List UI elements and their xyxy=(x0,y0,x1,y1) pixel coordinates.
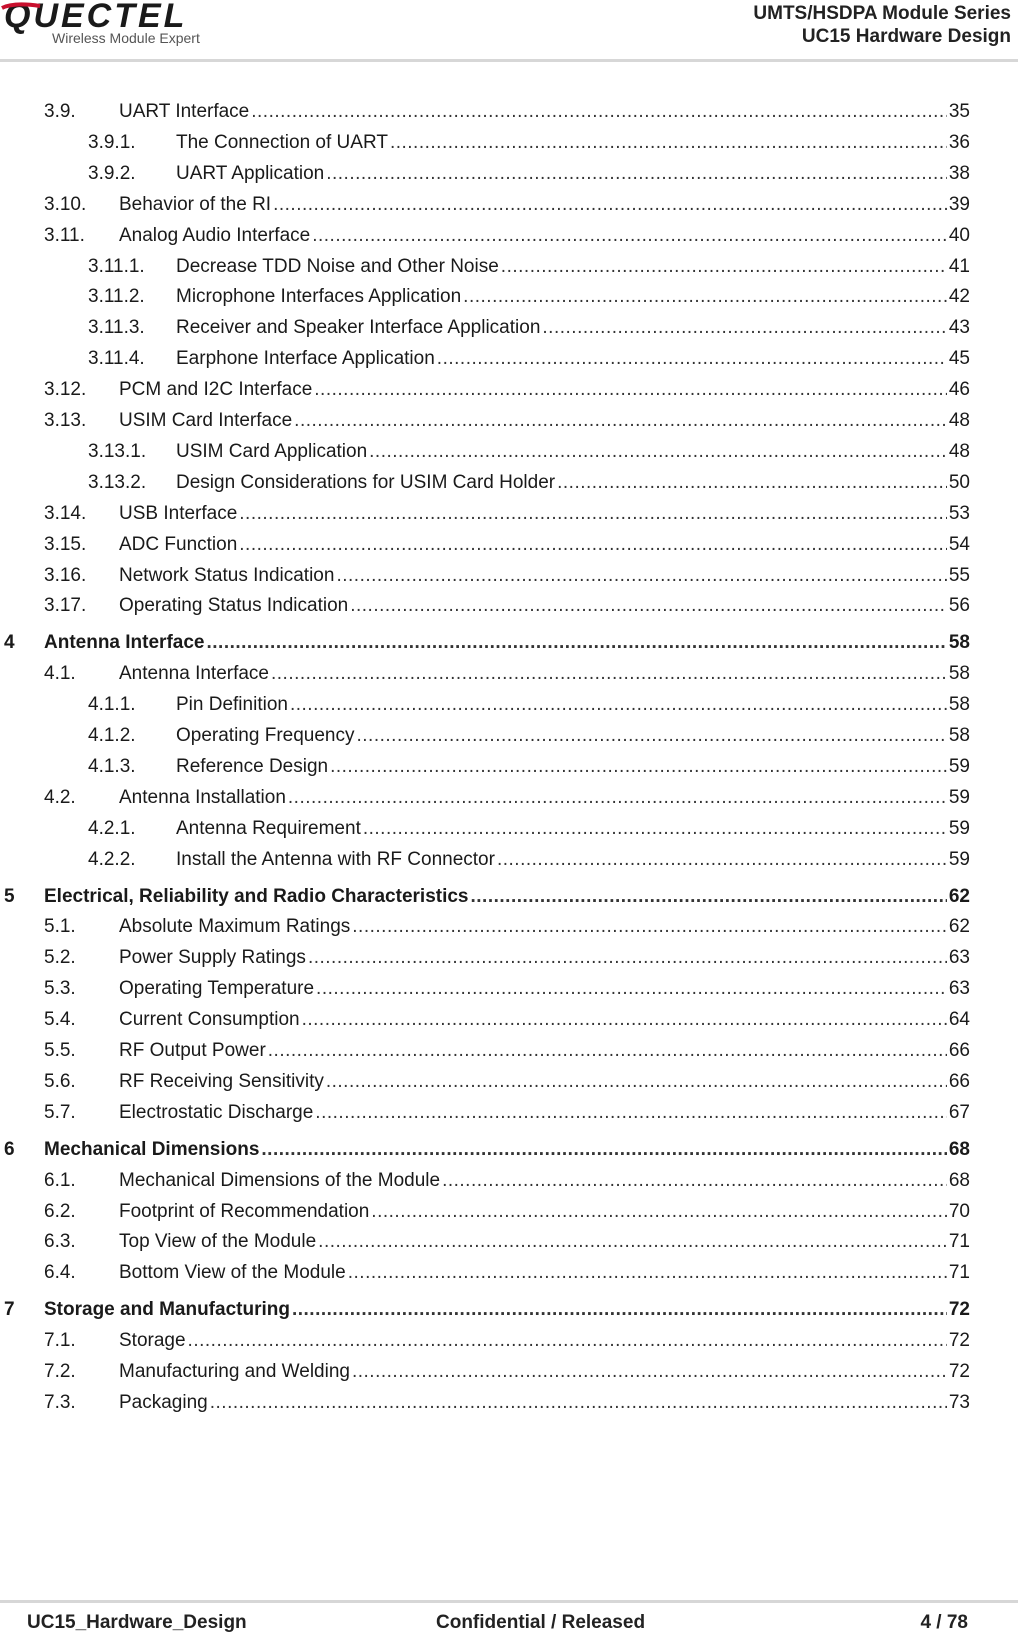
header-series: UMTS/HSDPA Module Series xyxy=(753,3,1011,24)
toc-entry[interactable] xyxy=(44,224,970,250)
toc-entry[interactable] xyxy=(88,755,970,781)
toc-dot-leader xyxy=(239,502,947,526)
toc-entry-number: 5.3. xyxy=(44,978,76,1000)
toc-entry[interactable] xyxy=(44,193,970,219)
toc-dot-leader xyxy=(292,1298,947,1322)
toc-dot-leader xyxy=(326,162,947,186)
toc-entry-title: Manufacturing and Welding xyxy=(119,1361,350,1382)
toc-entry-page: 40 xyxy=(948,224,970,246)
toc-entry-title: RF Output Power xyxy=(119,1040,266,1061)
toc-entry[interactable] xyxy=(88,255,970,281)
toc-entry-number: 3.15. xyxy=(44,533,87,555)
toc-entry-page: 64 xyxy=(948,1009,970,1031)
toc-entry-title: Power Supply Ratings xyxy=(119,947,306,969)
toc-entry[interactable] xyxy=(88,817,970,843)
toc-entry-title: Antenna Interface xyxy=(44,632,205,654)
toc-dot-leader xyxy=(352,915,947,939)
toc-entry[interactable] xyxy=(88,162,970,188)
footer-page-indicator: 4 / 78 xyxy=(920,1612,968,1633)
toc-entry-number: 3.14. xyxy=(44,502,87,524)
toc-entry-page: 48 xyxy=(948,440,970,462)
toc-entry-number: 3.9.1. xyxy=(88,131,136,153)
toc-dot-leader xyxy=(268,1039,947,1063)
toc-entry-number: 3.10. xyxy=(44,193,87,215)
toc-entry-page: 63 xyxy=(948,947,970,969)
toc-dot-leader xyxy=(501,255,947,279)
quectel-logo xyxy=(0,0,270,56)
toc-entry-page: 73 xyxy=(948,1391,970,1413)
toc-entry[interactable] xyxy=(44,946,970,972)
toc-entry-number: 6 xyxy=(4,1138,15,1160)
toc-entry-page: 56 xyxy=(948,595,970,617)
toc-dot-leader xyxy=(302,1008,947,1032)
toc-entry-page: 45 xyxy=(948,348,970,370)
toc-entry-page: 58 xyxy=(948,694,970,716)
toc-entry[interactable] xyxy=(44,1329,970,1355)
toc-entry-page: 58 xyxy=(948,725,970,746)
toc-dot-leader xyxy=(206,631,946,655)
toc-entry-title: Install the Antenna with RF Connector xyxy=(176,848,495,870)
toc-dot-leader xyxy=(471,885,947,909)
toc-entry[interactable] xyxy=(44,100,970,126)
toc-dot-leader xyxy=(314,378,947,402)
toc-entry[interactable] xyxy=(4,885,970,911)
toc-dot-leader xyxy=(251,100,947,124)
toc-entry-page: 67 xyxy=(948,1101,970,1123)
toc-entry-page: 48 xyxy=(948,410,970,431)
toc-dot-leader xyxy=(497,848,947,872)
toc-dot-leader xyxy=(357,724,947,748)
toc-entry[interactable] xyxy=(4,1298,970,1324)
toc-entry-title: Mechanical Dimensions xyxy=(44,1138,260,1160)
header-title-block xyxy=(753,2,1011,48)
toc-entry-page: 70 xyxy=(948,1200,970,1222)
toc-entry-title: Operating Temperature xyxy=(119,978,315,1000)
toc-entry-number: 3.9. xyxy=(44,101,76,122)
toc-entry-title: Receiver and Speaker Interface Application xyxy=(176,317,541,339)
toc-entry[interactable] xyxy=(44,378,970,404)
toc-entry[interactable] xyxy=(88,848,970,874)
toc-entry-title: Antenna Interface xyxy=(119,663,269,685)
toc-entry[interactable] xyxy=(44,1360,970,1386)
toc-entry-number: 4.1. xyxy=(44,663,76,685)
toc-entry-number: 6.1. xyxy=(44,1169,76,1191)
toc-entry-page: 35 xyxy=(948,101,970,122)
toc-entry-page: 59 xyxy=(948,755,970,777)
toc-entry[interactable] xyxy=(44,1070,970,1096)
toc-entry-number: 3.11.4. xyxy=(88,348,145,370)
toc-entry[interactable] xyxy=(44,594,970,620)
toc-dot-leader xyxy=(261,1138,946,1162)
toc-dot-leader xyxy=(330,755,947,779)
toc-entry-page: 63 xyxy=(948,978,970,1000)
toc-entry-number: 3.13.1. xyxy=(88,440,147,462)
logo-tagline: Wireless Module Expert xyxy=(52,30,200,46)
toc-entry[interactable] xyxy=(44,662,970,688)
toc-entry-title: USIM Card Interface xyxy=(119,410,293,431)
toc-entry-number: 5.1. xyxy=(44,916,76,938)
toc-entry-title: Electrical, Reliability and Radio Characteristics xyxy=(44,885,469,907)
toc-entry-page: 58 xyxy=(948,632,970,654)
toc-entry-page: 36 xyxy=(948,131,970,153)
toc-dot-leader xyxy=(442,1169,947,1193)
toc-entry-number: 4 xyxy=(4,632,15,654)
toc-entry-number: 6.2. xyxy=(44,1200,76,1222)
toc-entry-page: 62 xyxy=(948,885,970,907)
toc-entry-page: 55 xyxy=(948,564,970,586)
toc-entry[interactable] xyxy=(44,1169,970,1195)
toc-entry-title: Footprint of Recommendation xyxy=(119,1200,370,1222)
toc-entry-page: 50 xyxy=(948,471,970,493)
toc-entry-title: Analog Audio Interface xyxy=(119,224,311,246)
toc-entry-number: 5.2. xyxy=(44,947,76,969)
toc-entry-page: 68 xyxy=(948,1169,970,1191)
toc-dot-leader xyxy=(336,564,946,588)
toc-entry[interactable] xyxy=(44,915,970,941)
toc-entry-page: 53 xyxy=(948,502,970,524)
footer-status: Confidential / Released xyxy=(436,1612,646,1633)
toc-dot-leader xyxy=(273,193,947,217)
toc-entry[interactable] xyxy=(88,316,970,342)
toc-entry[interactable] xyxy=(44,502,970,528)
toc-entry-title: Operating Frequency xyxy=(176,725,355,746)
toc-entry-number: 7.2. xyxy=(44,1361,76,1382)
toc-entry-page: 54 xyxy=(948,533,970,555)
toc-entry-page: 42 xyxy=(948,286,970,308)
toc-entry-title: Design Considerations for USIM Card Holder xyxy=(176,471,556,493)
toc-entry-page: 59 xyxy=(948,848,970,870)
toc-entry-page: 62 xyxy=(948,916,970,938)
logo-wordmark: QUECTEL xyxy=(4,0,188,35)
toc-entry-page: 46 xyxy=(948,379,970,401)
toc-entry-number: 6.4. xyxy=(44,1262,76,1284)
logo-mark xyxy=(0,0,270,56)
toc-entry-number: 3.17. xyxy=(44,595,87,617)
toc-dot-leader xyxy=(437,347,947,371)
toc-entry-number: 3.11. xyxy=(44,224,85,246)
toc-entry-title: Pin Definition xyxy=(176,694,288,716)
toc-entry-title: Storage xyxy=(119,1330,186,1352)
toc-entry[interactable] xyxy=(88,693,970,719)
toc-dot-leader xyxy=(316,977,947,1001)
toc-entry-title: Earphone Interface Application xyxy=(176,348,435,370)
toc-entry-title: The Connection of UART xyxy=(176,131,388,153)
toc-entry-title: PCM and I2C Interface xyxy=(119,379,313,401)
toc-dot-leader xyxy=(315,1101,947,1125)
toc-entry-title: Network Status Indication xyxy=(119,564,335,586)
toc-entry-page: 68 xyxy=(948,1138,970,1160)
toc-entry-page: 41 xyxy=(948,255,970,277)
toc-entry-title: Antenna Installation xyxy=(119,786,286,808)
toc-entry-title: Storage and Manufacturing xyxy=(44,1299,290,1321)
toc-entry[interactable] xyxy=(88,347,970,373)
toc-entry[interactable] xyxy=(44,1230,970,1256)
toc-entry-page: 39 xyxy=(948,193,970,215)
toc-entry[interactable] xyxy=(44,564,970,590)
toc-dot-leader xyxy=(318,1230,947,1254)
toc-entry[interactable] xyxy=(88,131,970,157)
toc-entry-page: 38 xyxy=(948,162,970,184)
toc-entry-number: 4.2.2. xyxy=(88,848,136,870)
header-design: UC15 Hardware Design xyxy=(801,26,1011,47)
toc-dot-leader xyxy=(352,1360,947,1384)
toc-dot-leader xyxy=(239,533,947,557)
toc-dot-leader xyxy=(390,131,947,155)
toc-entry-title: ADC Function xyxy=(119,533,238,555)
toc-entry[interactable] xyxy=(44,1391,970,1417)
toc-entry-title: Operating Status Indication xyxy=(119,595,349,617)
toc-entry[interactable] xyxy=(44,409,970,435)
footer-divider xyxy=(0,1600,1018,1603)
toc-entry[interactable] xyxy=(4,1138,970,1164)
toc-entry-title: USB Interface xyxy=(119,502,238,524)
toc-entry-number: 7 xyxy=(4,1299,15,1321)
toc-entry-number: 3.16. xyxy=(44,564,87,586)
toc-entry[interactable] xyxy=(44,786,970,812)
toc-dot-leader xyxy=(557,471,947,495)
toc-entry-title: Bottom View of the Module xyxy=(119,1262,346,1284)
toc-dot-leader xyxy=(371,1200,947,1224)
toc-entry-number: 3.13.2. xyxy=(88,471,147,493)
toc-dot-leader xyxy=(312,224,947,248)
toc-entry-title: Behavior of the RI xyxy=(119,193,272,215)
toc-entry-title: Reference Design xyxy=(176,755,329,777)
toc-entry-number: 4.2.1. xyxy=(88,817,136,839)
toc-entry[interactable] xyxy=(44,1200,970,1226)
toc-entry-title: Absolute Maximum Ratings xyxy=(119,916,351,938)
toc-entry[interactable] xyxy=(44,1101,970,1127)
toc-entry-number: 4.2. xyxy=(44,786,76,808)
toc-entry-title: Packaging xyxy=(119,1391,208,1413)
toc-entry-number: 3.11.3. xyxy=(88,317,145,339)
toc-dot-leader xyxy=(294,409,947,433)
toc-entry-title: UART Application xyxy=(176,162,325,184)
toc-entry[interactable] xyxy=(88,471,970,497)
toc-entry[interactable] xyxy=(88,724,970,750)
toc-entry-page: 43 xyxy=(948,317,970,339)
toc-entry-title: Microphone Interfaces Application xyxy=(176,286,462,308)
toc-dot-leader xyxy=(348,1261,947,1285)
toc-entry-number: 3.13. xyxy=(44,410,87,431)
toc-dot-leader xyxy=(463,285,947,309)
toc-entry-number: 7.3. xyxy=(44,1391,76,1413)
toc-entry[interactable] xyxy=(4,631,970,657)
toc-entry-title: Antenna Requirement xyxy=(176,817,361,839)
toc-entry-number: 3.11.1. xyxy=(88,255,145,277)
toc-entry-title: USIM Card Application xyxy=(176,440,368,462)
toc-entry[interactable] xyxy=(44,533,970,559)
toc-entry-number: 5 xyxy=(4,885,15,907)
toc-entry-number: 3.11.2. xyxy=(88,286,145,308)
toc-entry-page: 66 xyxy=(948,1040,970,1061)
toc-entry-number: 4.1.2. xyxy=(88,725,136,746)
toc-entry-page: 58 xyxy=(948,663,970,685)
toc-dot-leader xyxy=(308,946,947,970)
toc-entry-page: 59 xyxy=(948,786,970,808)
toc-entry-page: 66 xyxy=(948,1070,970,1092)
toc-dot-leader xyxy=(369,440,947,464)
toc-entry-number: 3.9.2. xyxy=(88,162,136,184)
toc-entry-title: Electrostatic Discharge xyxy=(119,1101,314,1123)
toc-dot-leader xyxy=(290,693,947,717)
toc-entry[interactable] xyxy=(44,1261,970,1287)
toc-entry-page: 72 xyxy=(948,1330,970,1352)
toc-dot-leader xyxy=(288,786,947,810)
toc-entry-page: 72 xyxy=(948,1361,970,1382)
toc-entry-number: 4.1.3. xyxy=(88,755,136,777)
toc-entry-number: 4.1.1. xyxy=(88,694,136,716)
toc-entry-page: 71 xyxy=(948,1231,970,1253)
toc-entry-page: 72 xyxy=(948,1299,970,1321)
toc-entry-number: 3.12. xyxy=(44,379,87,401)
toc-entry-title: UART Interface xyxy=(119,101,250,122)
toc-entry-title: Mechanical Dimensions of the Module xyxy=(119,1169,441,1191)
toc-entry-title: RF Receiving Sensitivity xyxy=(119,1070,324,1092)
toc-entry-number: 5.6. xyxy=(44,1070,76,1092)
toc-entry-number: 5.7. xyxy=(44,1101,76,1123)
toc-dot-leader xyxy=(326,1070,947,1094)
toc-entry-number: 5.4. xyxy=(44,1009,76,1031)
toc-dot-leader xyxy=(188,1329,947,1353)
toc-entry-number: 7.1. xyxy=(44,1330,76,1352)
toc-dot-leader xyxy=(363,817,947,841)
toc-entry[interactable] xyxy=(44,977,970,1003)
toc-dot-leader xyxy=(210,1391,947,1415)
toc-entry-title: Decrease TDD Noise and Other Noise xyxy=(176,255,499,277)
toc-entry-title: Top View of the Module xyxy=(119,1231,317,1253)
toc-entry-number: 6.3. xyxy=(44,1231,76,1253)
toc-entry-title: Current Consumption xyxy=(119,1009,300,1031)
toc-dot-leader xyxy=(542,316,946,340)
toc-entry[interactable] xyxy=(88,440,970,466)
header-divider xyxy=(0,59,1018,62)
toc-entry-number: 5.5. xyxy=(44,1040,76,1061)
toc-entry-page: 59 xyxy=(948,817,970,839)
toc-dot-leader xyxy=(271,662,947,686)
toc-entry[interactable] xyxy=(88,285,970,311)
toc-entry[interactable] xyxy=(44,1008,970,1034)
toc-entry[interactable] xyxy=(44,1039,970,1065)
toc-dot-leader xyxy=(350,594,947,618)
toc-entry-page: 71 xyxy=(948,1262,970,1284)
footer-doc-name: UC15_Hardware_Design xyxy=(27,1612,247,1633)
